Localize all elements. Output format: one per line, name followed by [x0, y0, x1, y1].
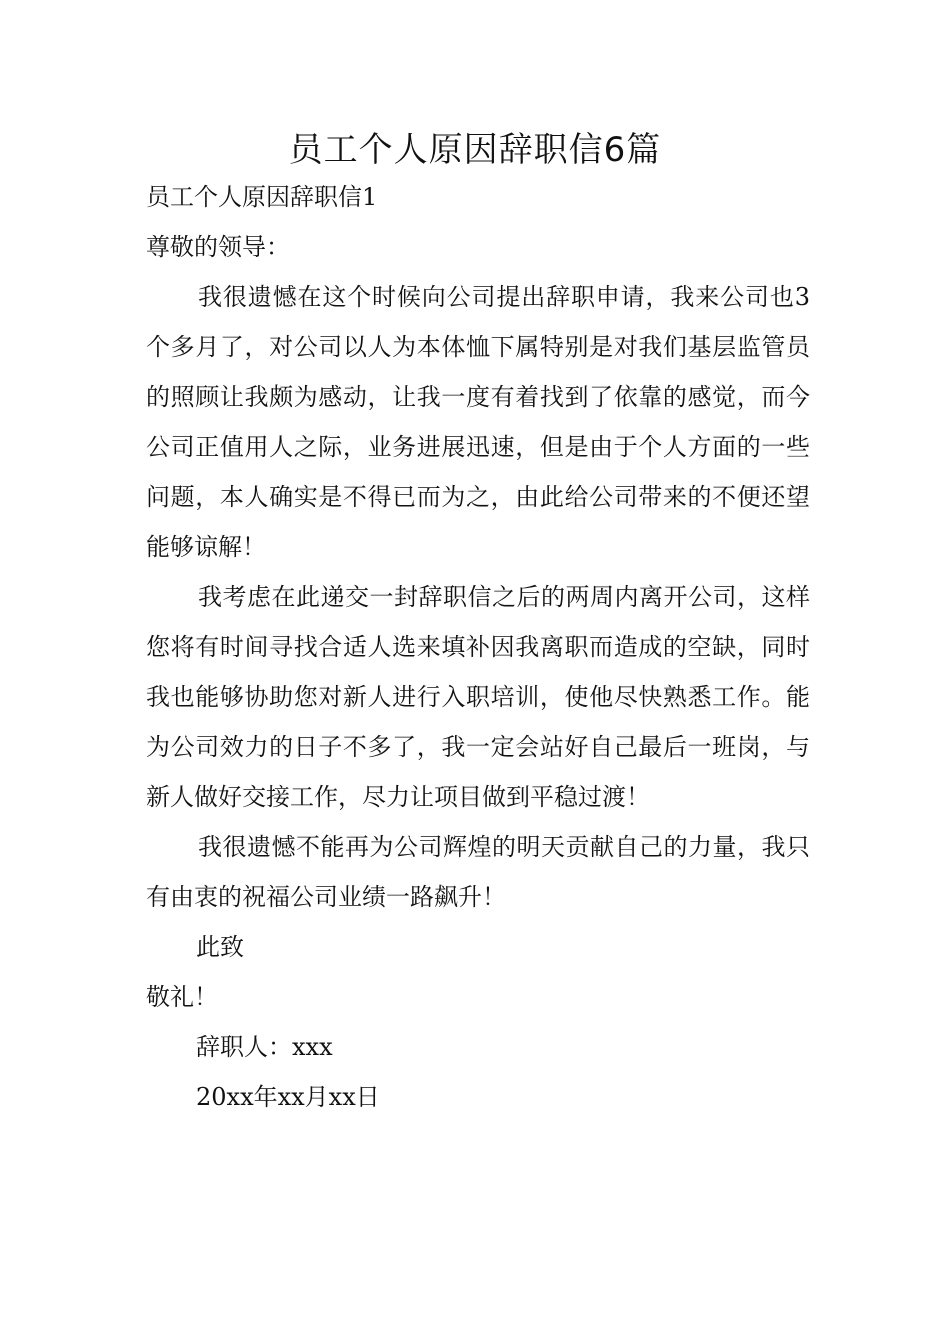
closing-line-1: 此致 [196, 933, 244, 961]
date-line: 20xx年xx月xx日 [196, 1083, 380, 1111]
document-title: 员工个人原因辞职信6篇 [288, 130, 662, 170]
paragraph-1: 我很遗憾在这个时候向公司提出辞职申请，我来公司也3个多月了，对公司以人为本体恤下属特别是对我们基层监管员的照顾让我颇为感动，让我一度有着找到了依靠的感觉，而今公司正值用人之际，业务进展迅速，但是由于个人方面的一些问题，本人确实是不得已而为之，由此给公司带来的不便还望能够谅解！ [146, 283, 810, 561]
paragraph-3: 我很遗憾不能再为公司辉煌的明天贡献自己的力量，我只有由衷的祝福公司业绩一路飙升！ [146, 833, 810, 911]
section-heading: 员工个人原因辞职信1 [146, 183, 378, 211]
salutation: 尊敬的领导： [146, 233, 290, 261]
paragraph-2: 我考虑在此递交一封辞职信之后的两周内离开公司，这样您将有时间寻找合适人选来填补因我离职而造成的空缺，同时我也能够协助您对新人进行入职培训，使他尽快熟悉工作。能为公司效力的日子不多了，我一定会站好自己最后一班岗，与新人做好交接工作，尽力让项目做到平稳过渡！ [146, 583, 810, 811]
letter-body [146, 172, 810, 1122]
closing-line-2: 敬礼！ [146, 983, 218, 1011]
signer-line: 辞职人：xxx [196, 1033, 333, 1061]
